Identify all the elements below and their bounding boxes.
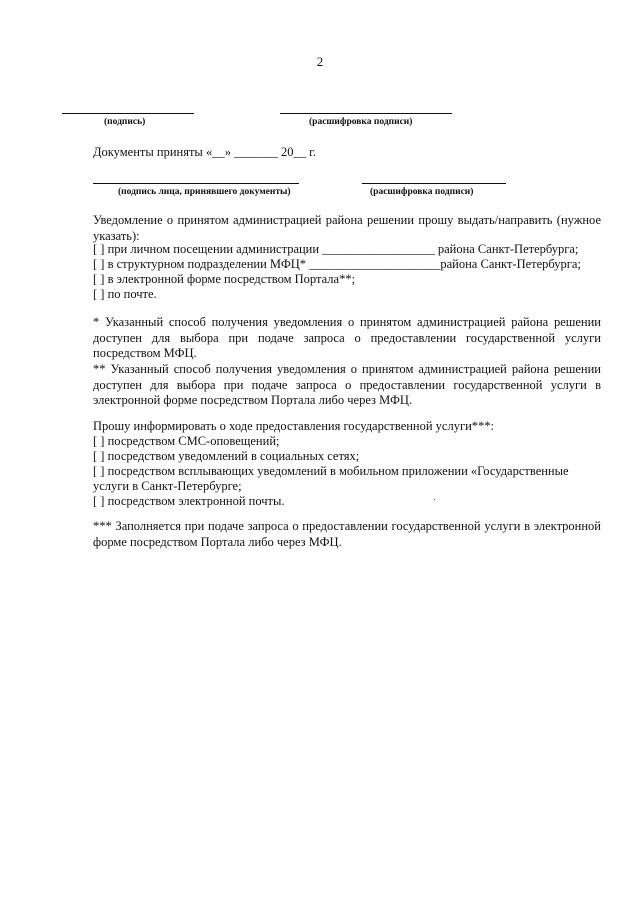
documents-accepted-line [93,145,316,160]
option-checkbox[interactable]: [ ] [93,464,105,478]
progress-option [93,464,569,479]
option-text: посредством СМС-оповещений; [104,434,280,448]
page-number: 2 [316,54,324,69]
option-checkbox[interactable]: [ ] [93,272,105,286]
option-blank[interactable]: __________________ [322,242,435,256]
option-checkbox[interactable]: [ ] [93,434,105,448]
notification-option [93,272,355,287]
progress-option [93,494,285,509]
option-text: посредством уведомлений в социальных сетях; [104,449,360,463]
option-text: в электронной форме посредством Портала**; [104,272,356,286]
signature-caption: (подпись) [104,117,146,127]
option-checkbox[interactable]: [ ] [93,449,105,463]
option-text: посредством электронной почты. [104,494,285,508]
decipher-line [280,113,452,114]
footnote-double-star: ** Указанный способ получения уведомления о принятом администрацией района решении доступен для выбора при подаче запроса о предоставлении государственной услуги в электронной форме посредством Портала либо через МФЦ. [93,362,601,407]
progress-option [93,449,359,464]
documents-accepted-prefix: Документы приняты « [93,145,213,159]
documents-accepted-mid: » [224,145,235,159]
documents-accepted-suffix: г. [305,145,316,159]
year-prefix: 20 [277,145,294,159]
option-text-after: района Санкт-Петербурга; [434,242,579,256]
decipher-caption: (расшифровка подписи) [309,117,413,127]
receiver-decipher-line [362,183,506,184]
signature-line [62,113,194,114]
option-text: посредством всплывающих уведомлений в мобильном приложении «Государственные [104,464,569,478]
notification-intro: Уведомление о принятом администрацией района решении прошу выдать/направить (нужное указать): [93,213,601,243]
receiver-signature-caption: (подпись лица, принявшего документы) [118,187,291,197]
day-blank: __ [212,145,225,159]
progress-option [93,434,279,449]
option-checkbox[interactable]: [ ] [93,287,105,301]
scan-speck [434,499,435,500]
option-text: по почте. [104,287,157,301]
month-blank: _______ [234,145,278,159]
notification-option [93,242,578,257]
option-blank[interactable]: _____________________ [309,257,441,271]
option-text: при личном посещении администрации [104,242,323,256]
receiver-signature-line [93,183,299,184]
notification-option [93,287,157,302]
footnote-single-star: * Указанный способ получения уведомления о принятом администрацией района решении доступен для выбора при подаче запроса о предоставлении государственной услуги посредством МФЦ. [93,315,601,360]
year-blank: __ [293,145,306,159]
option-text: услуги в Санкт-Петербурге; [93,479,242,493]
progress-option-continuation [93,479,242,494]
footnote-triple-star: *** Заполняется при подаче запроса о предоставлении государственной услуги в электронной форме посредством Портала либо через МФЦ. [93,519,601,549]
receiver-decipher-caption: (расшифровка подписи) [370,187,474,197]
notification-option [93,257,581,272]
option-checkbox[interactable]: [ ] [93,242,105,256]
option-text: в структурном подразделении МФЦ* [104,257,310,271]
option-checkbox[interactable]: [ ] [93,257,105,271]
progress-intro: Прошу информировать о ходе предоставления государственной услуги***: [93,419,495,433]
option-checkbox[interactable]: [ ] [93,494,105,508]
option-text-after: района Санкт-Петербурга; [440,257,581,271]
